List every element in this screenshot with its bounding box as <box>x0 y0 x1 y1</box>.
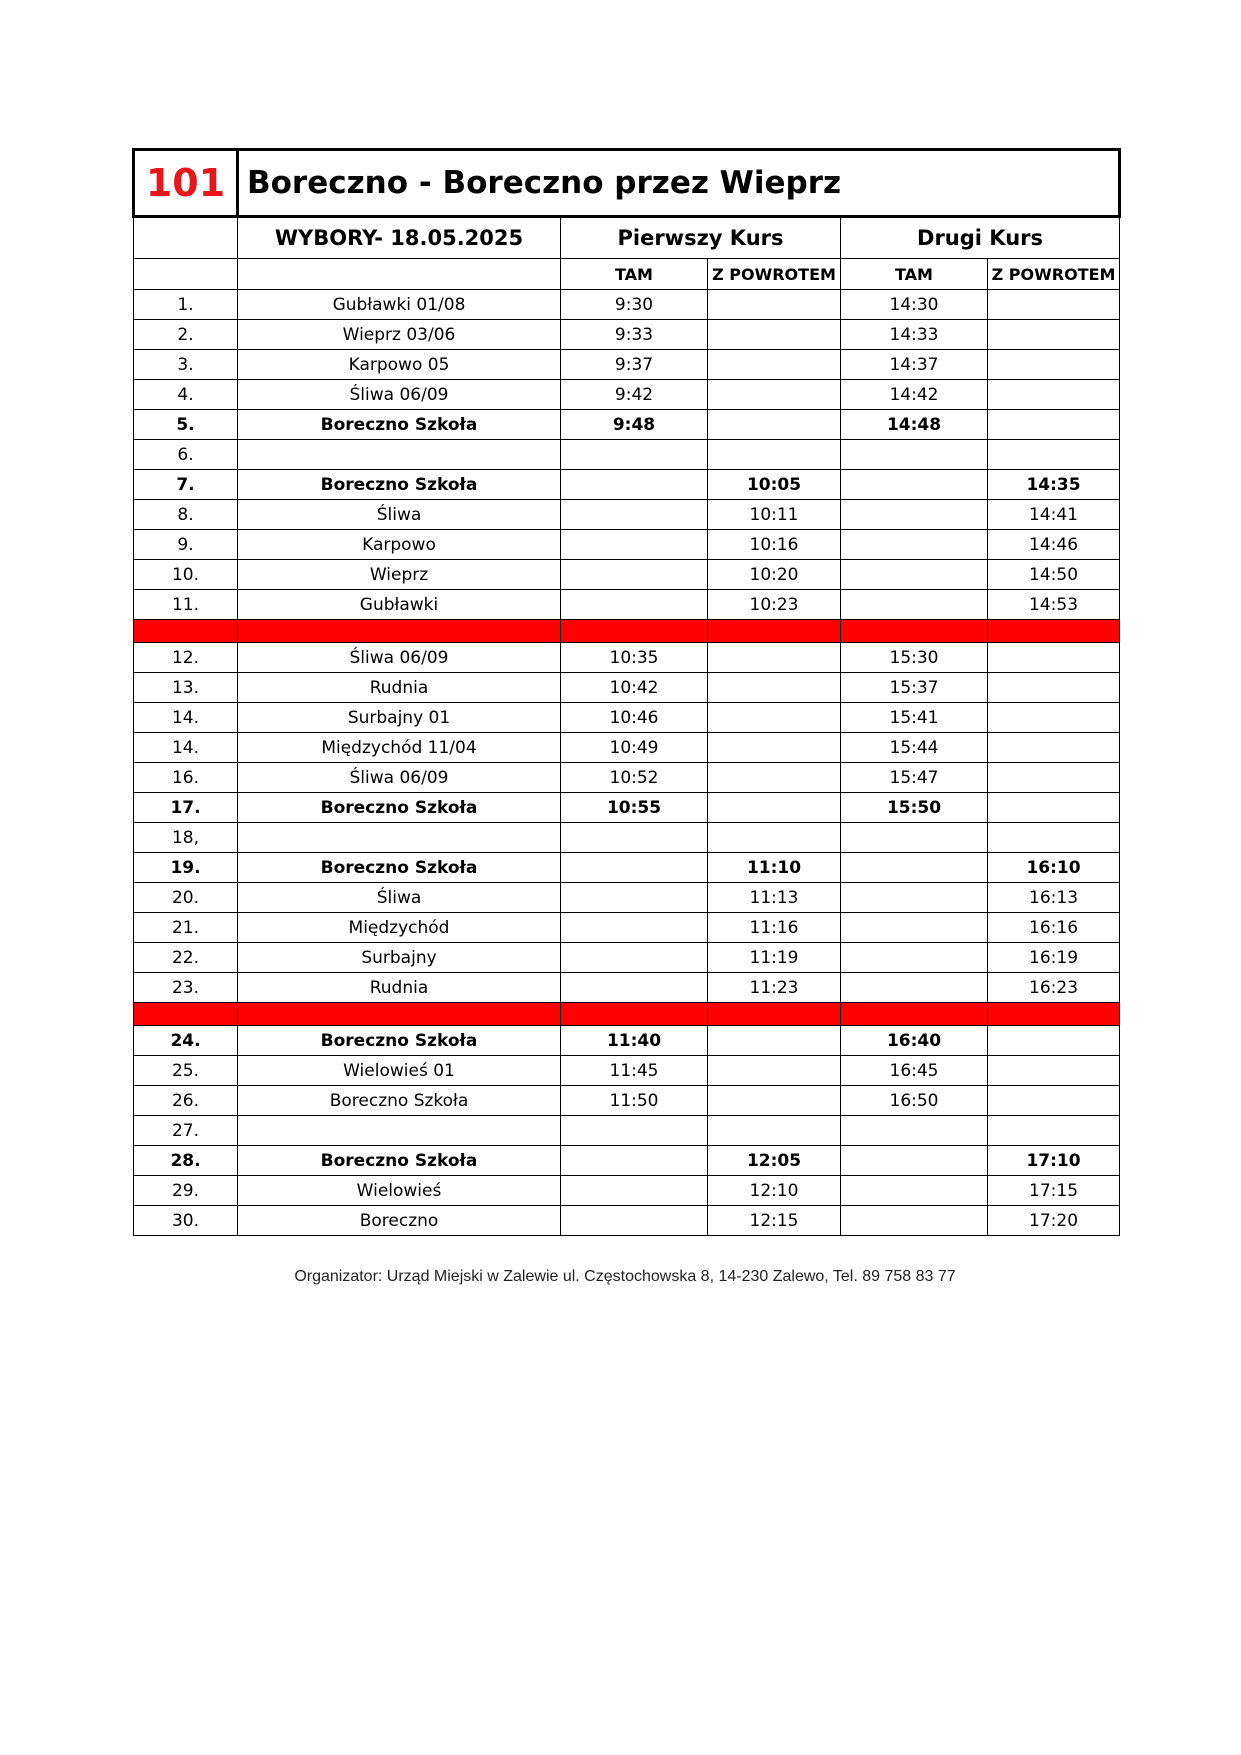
stop-number: 28. <box>134 1146 238 1176</box>
table-row <box>134 590 1120 620</box>
course1-there-time: 10:49 <box>561 733 708 763</box>
course2-back-time <box>988 320 1120 350</box>
course2-there-time <box>841 823 988 853</box>
stop-name: Śliwa 06/09 <box>238 380 561 410</box>
stop-name: Wieprz <box>238 560 561 590</box>
separator-cell <box>841 1003 988 1026</box>
course1-there-time <box>561 1146 708 1176</box>
stop-name: Boreczno Szkoła <box>238 470 561 500</box>
course2-there-time <box>841 1206 988 1236</box>
course2-back-time <box>988 643 1120 673</box>
stop-name: Rudnia <box>238 973 561 1003</box>
course1-there-time: 11:45 <box>561 1056 708 1086</box>
course2-back-time: 14:35 <box>988 470 1120 500</box>
separator-cell <box>708 620 841 643</box>
course1-back-time <box>708 823 841 853</box>
stop-name: Boreczno <box>238 1206 561 1236</box>
stop-number: 29. <box>134 1176 238 1206</box>
route-name: Boreczno - Boreczno przez Wieprz <box>238 150 1120 217</box>
course2-there-time <box>841 1176 988 1206</box>
course1-there-time: 9:42 <box>561 380 708 410</box>
table-row <box>134 380 1120 410</box>
stop-number: 22. <box>134 943 238 973</box>
course1-there-time <box>561 943 708 973</box>
table-row <box>134 470 1120 500</box>
course1-back-time <box>708 733 841 763</box>
separator-row <box>134 1003 1120 1026</box>
stop-number: 19. <box>134 853 238 883</box>
course2-there-time <box>841 440 988 470</box>
course1-back-time: 10:16 <box>708 530 841 560</box>
course2-there-time <box>841 943 988 973</box>
stop-number: 3. <box>134 350 238 380</box>
table-row <box>134 793 1120 823</box>
separator-cell <box>134 1003 238 1026</box>
table-row <box>134 350 1120 380</box>
stop-name: Wielowieś <box>238 1176 561 1206</box>
course1-there-time <box>561 1116 708 1146</box>
subheader-blank-num <box>134 259 238 290</box>
course1-there-time: 11:50 <box>561 1086 708 1116</box>
separator-row <box>134 620 1120 643</box>
course2-there-time <box>841 973 988 1003</box>
stop-number: 14. <box>134 703 238 733</box>
stop-number: 25. <box>134 1056 238 1086</box>
stop-name: Boreczno Szkoła <box>238 1146 561 1176</box>
stop-name <box>238 823 561 853</box>
table-row <box>134 1056 1120 1086</box>
separator-cell <box>561 620 708 643</box>
course2-back-header: Z POWROTEM <box>988 259 1120 290</box>
subheader-blank-stop <box>238 259 561 290</box>
table-row <box>134 560 1120 590</box>
course2-back-time <box>988 1026 1120 1056</box>
course1-back-time: 11:10 <box>708 853 841 883</box>
stop-name: Śliwa <box>238 500 561 530</box>
course1-back-time <box>708 643 841 673</box>
stop-name: Boreczno Szkoła <box>238 410 561 440</box>
course2-back-time: 17:10 <box>988 1146 1120 1176</box>
course2-there-time: 16:50 <box>841 1086 988 1116</box>
course1-back-time: 11:19 <box>708 943 841 973</box>
separator-cell <box>988 1003 1120 1026</box>
organizer-footer: Organizator: Urząd Miejski w Zalewie ul. Częstochowska 8, 14-230 Zalewo, Tel. 89 758 83 77 <box>294 1268 956 1285</box>
table-row <box>134 913 1120 943</box>
course2-back-time <box>988 763 1120 793</box>
course1-back-time <box>708 1086 841 1116</box>
course1-there-time <box>561 913 708 943</box>
course1-there-time: 10:55 <box>561 793 708 823</box>
course2-there-time <box>841 590 988 620</box>
course2-back-time: 14:53 <box>988 590 1120 620</box>
course2-back-time: 14:41 <box>988 500 1120 530</box>
table-row <box>134 1206 1120 1236</box>
course2-back-time <box>988 350 1120 380</box>
stop-name: Surbajny 01 <box>238 703 561 733</box>
stop-name: Boreczno Szkoła <box>238 1026 561 1056</box>
course2-back-time <box>988 290 1120 320</box>
course1-there-time: 10:52 <box>561 763 708 793</box>
separator-cell <box>841 620 988 643</box>
course1-there-time: 10:35 <box>561 643 708 673</box>
course2-back-time <box>988 440 1120 470</box>
stop-number: 10. <box>134 560 238 590</box>
course2-there-time: 14:30 <box>841 290 988 320</box>
route-number: 101 <box>134 150 238 217</box>
course1-back-time <box>708 440 841 470</box>
table-row <box>134 530 1120 560</box>
stop-name: Gubławki <box>238 590 561 620</box>
subheader-row <box>134 259 1120 290</box>
stop-name: Boreczno Szkoła <box>238 793 561 823</box>
course1-back-time <box>708 1056 841 1086</box>
course2-back-time <box>988 673 1120 703</box>
course2-back-time <box>988 823 1120 853</box>
course1-there-time <box>561 530 708 560</box>
course1-there-time: 10:46 <box>561 703 708 733</box>
course2-there-time <box>841 1116 988 1146</box>
timetable <box>132 148 1121 1236</box>
course2-there-time: 15:41 <box>841 703 988 733</box>
course1-back-time <box>708 763 841 793</box>
table-row <box>134 440 1120 470</box>
stop-name: Międzychód <box>238 913 561 943</box>
course1-there-time <box>561 1206 708 1236</box>
stop-number: 1. <box>134 290 238 320</box>
stop-name: Międzychód 11/04 <box>238 733 561 763</box>
table-row <box>134 703 1120 733</box>
stop-name <box>238 440 561 470</box>
course1-back-time <box>708 350 841 380</box>
stop-number: 30. <box>134 1206 238 1236</box>
stop-number: 8. <box>134 500 238 530</box>
course1-back-time <box>708 290 841 320</box>
table-row <box>134 1146 1120 1176</box>
course2-there-time <box>841 560 988 590</box>
course2-header: Drugi Kurs <box>841 217 1120 259</box>
election-date: WYBORY- 18.05.2025 <box>238 217 561 259</box>
course2-back-time: 16:16 <box>988 913 1120 943</box>
course2-back-time: 17:20 <box>988 1206 1120 1236</box>
course1-back-time: 10:20 <box>708 560 841 590</box>
course1-back-time: 11:23 <box>708 973 841 1003</box>
course2-there-time: 15:44 <box>841 733 988 763</box>
table-row <box>134 853 1120 883</box>
course1-there-time: 10:42 <box>561 673 708 703</box>
course1-there-header: TAM <box>561 259 708 290</box>
course1-there-time: 9:37 <box>561 350 708 380</box>
course1-there-time <box>561 470 708 500</box>
course1-back-time <box>708 793 841 823</box>
table-row <box>134 410 1120 440</box>
stop-name: Rudnia <box>238 673 561 703</box>
course2-back-time <box>988 733 1120 763</box>
course2-there-time <box>841 470 988 500</box>
course2-back-time: 16:23 <box>988 973 1120 1003</box>
table-row <box>134 1026 1120 1056</box>
course2-back-time <box>988 793 1120 823</box>
stop-number: 4. <box>134 380 238 410</box>
course2-back-time: 14:50 <box>988 560 1120 590</box>
stop-name: Wielowieś 01 <box>238 1056 561 1086</box>
stop-name: Boreczno Szkoła <box>238 853 561 883</box>
table-row <box>134 290 1120 320</box>
separator-cell <box>134 620 238 643</box>
course1-back-time: 10:11 <box>708 500 841 530</box>
course1-there-time <box>561 883 708 913</box>
stop-number: 18, <box>134 823 238 853</box>
course1-there-time <box>561 973 708 1003</box>
course2-back-time: 14:46 <box>988 530 1120 560</box>
stop-number: 12. <box>134 643 238 673</box>
course2-there-time <box>841 530 988 560</box>
table-row <box>134 1116 1120 1146</box>
table-row <box>134 673 1120 703</box>
course1-back-time: 12:05 <box>708 1146 841 1176</box>
course2-back-time <box>988 1116 1120 1146</box>
course1-back-time <box>708 320 841 350</box>
stop-name: Wieprz 03/06 <box>238 320 561 350</box>
stop-number: 13. <box>134 673 238 703</box>
course2-there-time: 14:48 <box>841 410 988 440</box>
course2-back-time <box>988 703 1120 733</box>
table-row <box>134 883 1120 913</box>
course2-back-time: 16:13 <box>988 883 1120 913</box>
course1-there-time: 9:30 <box>561 290 708 320</box>
separator-cell <box>238 1003 561 1026</box>
stop-number: 17. <box>134 793 238 823</box>
course1-there-time <box>561 500 708 530</box>
separator-cell <box>561 1003 708 1026</box>
course2-there-time: 14:37 <box>841 350 988 380</box>
table-row <box>134 1176 1120 1206</box>
course1-back-time <box>708 703 841 733</box>
course2-there-time: 15:37 <box>841 673 988 703</box>
stop-name: Śliwa 06/09 <box>238 643 561 673</box>
timetable-sheet <box>132 148 1118 1236</box>
course2-there-time: 16:45 <box>841 1056 988 1086</box>
stop-name: Boreczno Szkoła <box>238 1086 561 1116</box>
course2-there-time <box>841 853 988 883</box>
stop-name: Karpowo 05 <box>238 350 561 380</box>
course2-there-time <box>841 1146 988 1176</box>
course2-back-time: 17:15 <box>988 1176 1120 1206</box>
course2-back-time <box>988 380 1120 410</box>
course2-there-time: 15:47 <box>841 763 988 793</box>
course2-there-header: TAM <box>841 259 988 290</box>
course1-back-time <box>708 1116 841 1146</box>
table-row <box>134 500 1120 530</box>
stop-number: 20. <box>134 883 238 913</box>
course1-back-time <box>708 380 841 410</box>
course1-there-time <box>561 560 708 590</box>
table-row <box>134 1086 1120 1116</box>
course2-back-time: 16:10 <box>988 853 1120 883</box>
course1-there-time <box>561 590 708 620</box>
course1-there-time: 9:33 <box>561 320 708 350</box>
course2-there-time <box>841 500 988 530</box>
course1-back-time <box>708 410 841 440</box>
separator-cell <box>708 1003 841 1026</box>
course2-there-time: 16:40 <box>841 1026 988 1056</box>
course1-back-time: 10:23 <box>708 590 841 620</box>
stop-number: 16. <box>134 763 238 793</box>
separator-cell <box>238 620 561 643</box>
stop-number: 21. <box>134 913 238 943</box>
course2-there-time: 15:50 <box>841 793 988 823</box>
course1-header: Pierwszy Kurs <box>561 217 841 259</box>
course1-there-time <box>561 823 708 853</box>
course2-there-time: 15:30 <box>841 643 988 673</box>
stop-name: Karpowo <box>238 530 561 560</box>
course1-back-time: 12:15 <box>708 1206 841 1236</box>
stop-name: Gubławki 01/08 <box>238 290 561 320</box>
title-row <box>134 150 1120 217</box>
stop-number: 23. <box>134 973 238 1003</box>
course1-back-time <box>708 673 841 703</box>
course1-back-header: Z POWROTEM <box>708 259 841 290</box>
stop-name <box>238 1116 561 1146</box>
course2-back-time <box>988 1086 1120 1116</box>
table-row <box>134 763 1120 793</box>
stop-number: 9. <box>134 530 238 560</box>
course1-back-time: 10:05 <box>708 470 841 500</box>
stop-number: 6. <box>134 440 238 470</box>
stop-number: 26. <box>134 1086 238 1116</box>
separator-cell <box>988 620 1120 643</box>
course2-there-time: 14:42 <box>841 380 988 410</box>
course2-back-time <box>988 410 1120 440</box>
stop-number: 7. <box>134 470 238 500</box>
header-blank-cell <box>134 217 238 259</box>
course1-there-time: 9:48 <box>561 410 708 440</box>
table-row <box>134 943 1120 973</box>
stop-name: Śliwa 06/09 <box>238 763 561 793</box>
course2-there-time <box>841 913 988 943</box>
table-row <box>134 320 1120 350</box>
course2-there-time <box>841 883 988 913</box>
table-row <box>134 973 1120 1003</box>
stop-name: Surbajny <box>238 943 561 973</box>
course1-there-time <box>561 440 708 470</box>
stop-number: 11. <box>134 590 238 620</box>
course2-back-time <box>988 1056 1120 1086</box>
course1-back-time: 12:10 <box>708 1176 841 1206</box>
course2-back-time: 16:19 <box>988 943 1120 973</box>
course1-back-time: 11:13 <box>708 883 841 913</box>
course1-back-time <box>708 1026 841 1056</box>
table-row <box>134 643 1120 673</box>
course1-there-time: 11:40 <box>561 1026 708 1056</box>
course1-back-time: 11:16 <box>708 913 841 943</box>
course2-there-time: 14:33 <box>841 320 988 350</box>
stop-name: Śliwa <box>238 883 561 913</box>
table-row <box>134 733 1120 763</box>
table-row <box>134 823 1120 853</box>
stop-number: 27. <box>134 1116 238 1146</box>
header-row <box>134 217 1120 259</box>
stop-number: 24. <box>134 1026 238 1056</box>
course1-there-time <box>561 1176 708 1206</box>
course1-there-time <box>561 853 708 883</box>
stop-number: 5. <box>134 410 238 440</box>
stop-number: 2. <box>134 320 238 350</box>
stop-number: 14. <box>134 733 238 763</box>
